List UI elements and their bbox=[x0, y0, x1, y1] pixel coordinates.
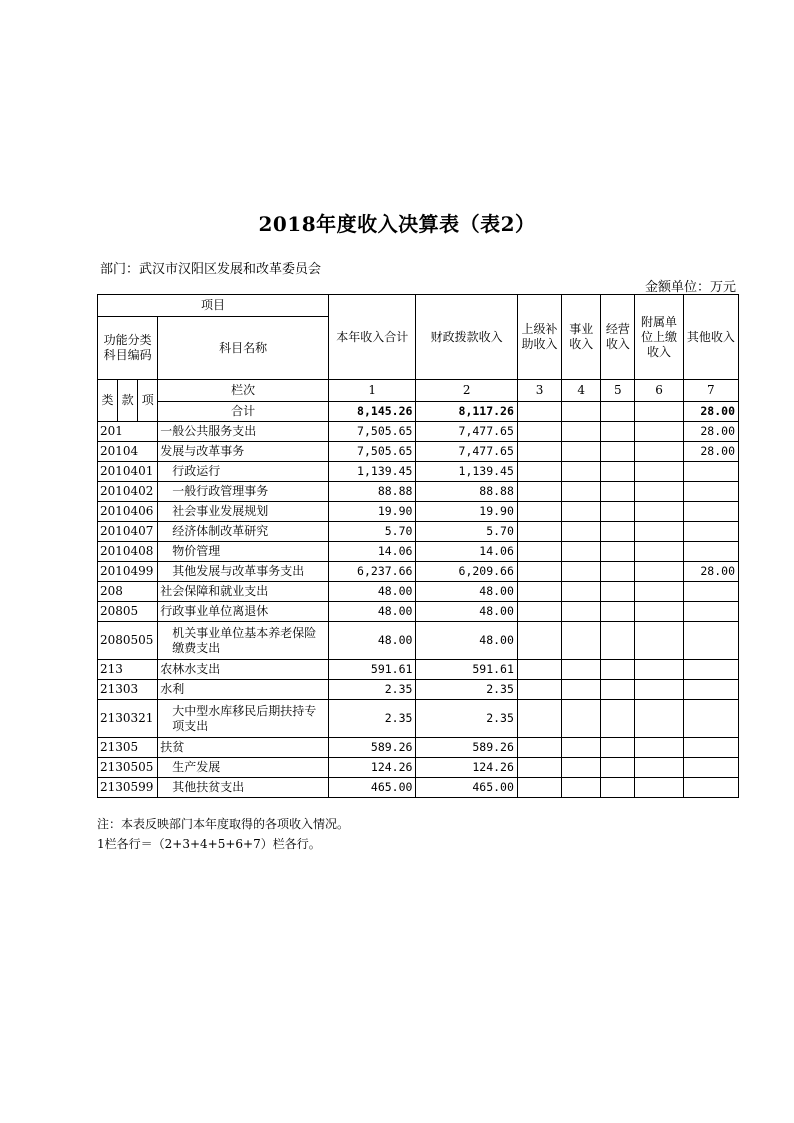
row-other bbox=[683, 482, 738, 502]
row-fiscal: 465.00 bbox=[416, 778, 517, 798]
empty-cell bbox=[601, 502, 635, 522]
empty-cell bbox=[562, 680, 601, 700]
empty-cell bbox=[517, 442, 561, 462]
row-total: 19.90 bbox=[329, 502, 416, 522]
empty-cell bbox=[601, 778, 635, 798]
empty-cell bbox=[635, 738, 683, 758]
row-fiscal: 2.35 bbox=[416, 700, 517, 738]
empty-cell bbox=[562, 442, 601, 462]
row-total: 7,505.65 bbox=[329, 422, 416, 442]
empty-cell bbox=[635, 542, 683, 562]
unit-label: 金额单位：万元 bbox=[644, 280, 736, 295]
row-fiscal: 19.90 bbox=[416, 502, 517, 522]
table-row bbox=[98, 462, 739, 482]
total-sum: 8,145.26 bbox=[329, 402, 416, 422]
row-code: 2130321 bbox=[98, 700, 158, 738]
col-number-5: 5 bbox=[601, 380, 635, 402]
empty-cell bbox=[635, 660, 683, 680]
row-code: 2010499 bbox=[98, 562, 158, 582]
row-fiscal: 48.00 bbox=[416, 622, 517, 660]
row-name: 大中型水库移民后期扶持专项支出 bbox=[158, 700, 329, 738]
empty-cell bbox=[601, 442, 635, 462]
empty-cell bbox=[562, 482, 601, 502]
empty-cell bbox=[601, 602, 635, 622]
empty-cell bbox=[562, 462, 601, 482]
row-code: 2130599 bbox=[98, 778, 158, 798]
empty-cell bbox=[635, 502, 683, 522]
table-row bbox=[98, 542, 739, 562]
row-total: 7,505.65 bbox=[329, 442, 416, 462]
empty-cell bbox=[635, 562, 683, 582]
row-other bbox=[683, 602, 738, 622]
row-code: 213 bbox=[98, 660, 158, 680]
empty-cell bbox=[635, 442, 683, 462]
col-number-3: 3 bbox=[517, 380, 561, 402]
empty-cell bbox=[601, 522, 635, 542]
department-label: 部门：武汉市汉阳区发展和改革委员会 bbox=[100, 262, 322, 277]
row-total: 5.70 bbox=[329, 522, 416, 542]
header-project: 项目 bbox=[98, 295, 329, 317]
empty-cell bbox=[517, 542, 561, 562]
row-other bbox=[683, 738, 738, 758]
row-other: 28.00 bbox=[683, 422, 738, 442]
row-other bbox=[683, 462, 738, 482]
row-other: 28.00 bbox=[683, 442, 738, 462]
empty-cell bbox=[601, 758, 635, 778]
table-row bbox=[98, 738, 739, 758]
col-number-7: 7 bbox=[683, 380, 738, 402]
empty-cell bbox=[517, 562, 561, 582]
col-number-4: 4 bbox=[562, 380, 601, 402]
empty-cell bbox=[601, 738, 635, 758]
empty-cell bbox=[517, 602, 561, 622]
row-name: 农林水支出 bbox=[158, 660, 329, 680]
row-name: 行政事业单位离退休 bbox=[158, 602, 329, 622]
row-name: 行政运行 bbox=[158, 462, 329, 482]
header-col-other: 其他收入 bbox=[683, 295, 738, 380]
row-code: 208 bbox=[98, 582, 158, 602]
empty-cell bbox=[517, 422, 561, 442]
row-name: 一般行政管理事务 bbox=[158, 482, 329, 502]
note-line-1: 注：本表反映部门本年度取得的各项收入情况。 bbox=[97, 817, 350, 831]
table-row bbox=[98, 660, 739, 680]
row-fiscal: 124.26 bbox=[416, 758, 517, 778]
empty-cell bbox=[562, 738, 601, 758]
row-fiscal: 589.26 bbox=[416, 738, 517, 758]
row-other bbox=[683, 502, 738, 522]
row-code: 21305 bbox=[98, 738, 158, 758]
row-total: 2.35 bbox=[329, 700, 416, 738]
header-kuan: 款 bbox=[118, 380, 138, 422]
row-other bbox=[683, 582, 738, 602]
table-row bbox=[98, 442, 739, 462]
empty-cell bbox=[601, 482, 635, 502]
header-lanci: 栏次 bbox=[158, 380, 329, 402]
empty-cell bbox=[562, 562, 601, 582]
row-total: 48.00 bbox=[329, 582, 416, 602]
row-other bbox=[683, 660, 738, 680]
row-total: 591.61 bbox=[329, 660, 416, 680]
row-total: 48.00 bbox=[329, 622, 416, 660]
row-name: 发展与改革事务 bbox=[158, 442, 329, 462]
row-other bbox=[683, 622, 738, 660]
header-lei: 类 bbox=[98, 380, 118, 422]
empty-cell bbox=[562, 502, 601, 522]
row-other bbox=[683, 542, 738, 562]
empty-cell bbox=[601, 700, 635, 738]
row-other bbox=[683, 522, 738, 542]
header-col-business: 事业收入 bbox=[562, 295, 601, 380]
header-col-fiscal: 财政拨款收入 bbox=[416, 295, 517, 380]
table-body bbox=[98, 422, 739, 798]
empty-cell bbox=[517, 462, 561, 482]
row-fiscal: 48.00 bbox=[416, 602, 517, 622]
row-other bbox=[683, 680, 738, 700]
row-fiscal: 6,209.66 bbox=[416, 562, 517, 582]
empty-cell bbox=[635, 462, 683, 482]
header-func-code: 功能分类科目编码 bbox=[98, 317, 158, 380]
col-number-6: 6 bbox=[635, 380, 683, 402]
page-title: 2018年度收入决算表（表2） bbox=[258, 212, 536, 236]
row-other: 28.00 bbox=[683, 562, 738, 582]
row-code: 20104 bbox=[98, 442, 158, 462]
row-fiscal: 1,139.45 bbox=[416, 462, 517, 482]
table-row bbox=[98, 622, 739, 660]
row-name: 社会事业发展规划 bbox=[158, 502, 329, 522]
row-total: 6,237.66 bbox=[329, 562, 416, 582]
row-fiscal: 591.61 bbox=[416, 660, 517, 680]
empty-cell bbox=[635, 758, 683, 778]
note-line-2: 1栏各行＝（2+3+4+5+6+7）栏各行。 bbox=[97, 837, 321, 851]
row-code: 2010401 bbox=[98, 462, 158, 482]
row-fiscal: 48.00 bbox=[416, 582, 517, 602]
empty-cell bbox=[517, 522, 561, 542]
empty-cell bbox=[601, 422, 635, 442]
empty-cell bbox=[601, 462, 635, 482]
empty-cell bbox=[517, 622, 561, 660]
empty-cell bbox=[635, 582, 683, 602]
row-name: 经济体制改革研究 bbox=[158, 522, 329, 542]
total-other: 28.00 bbox=[683, 402, 738, 422]
header-col-operating: 经营收入 bbox=[601, 295, 635, 380]
row-code: 21303 bbox=[98, 680, 158, 700]
row-total: 88.88 bbox=[329, 482, 416, 502]
empty-cell bbox=[601, 542, 635, 562]
row-name: 机关事业单位基本养老保险缴费支出 bbox=[158, 622, 329, 660]
empty-cell bbox=[601, 582, 635, 602]
row-code: 2010402 bbox=[98, 482, 158, 502]
empty-cell bbox=[517, 502, 561, 522]
empty-cell bbox=[635, 422, 683, 442]
row-total: 48.00 bbox=[329, 602, 416, 622]
row-other bbox=[683, 778, 738, 798]
empty-cell bbox=[517, 738, 561, 758]
empty-cell bbox=[635, 680, 683, 700]
empty-cell bbox=[562, 660, 601, 680]
empty-cell bbox=[562, 542, 601, 562]
row-name: 水利 bbox=[158, 680, 329, 700]
empty-cell bbox=[562, 582, 601, 602]
row-code: 201 bbox=[98, 422, 158, 442]
row-fiscal: 88.88 bbox=[416, 482, 517, 502]
table-row bbox=[98, 422, 739, 442]
empty-cell bbox=[562, 522, 601, 542]
table-row bbox=[98, 562, 739, 582]
empty-cell bbox=[562, 700, 601, 738]
row-code: 2080505 bbox=[98, 622, 158, 660]
table-row bbox=[98, 758, 739, 778]
empty-cell bbox=[635, 482, 683, 502]
row-fiscal: 5.70 bbox=[416, 522, 517, 542]
empty-cell bbox=[601, 680, 635, 700]
row-total: 14.06 bbox=[329, 542, 416, 562]
table-row bbox=[98, 482, 739, 502]
header-col-affiliated: 附属单位上缴收入 bbox=[635, 295, 683, 380]
row-fiscal: 2.35 bbox=[416, 680, 517, 700]
empty-cell bbox=[562, 758, 601, 778]
row-fiscal: 7,477.65 bbox=[416, 442, 517, 462]
empty-cell bbox=[517, 680, 561, 700]
table-row bbox=[98, 522, 739, 542]
row-code: 2010408 bbox=[98, 542, 158, 562]
empty-cell bbox=[635, 622, 683, 660]
row-name: 其他扶贫支出 bbox=[158, 778, 329, 798]
row-name: 生产发展 bbox=[158, 758, 329, 778]
empty-cell bbox=[562, 602, 601, 622]
empty-cell bbox=[517, 482, 561, 502]
row-total: 2.35 bbox=[329, 680, 416, 700]
row-total: 124.26 bbox=[329, 758, 416, 778]
table-row bbox=[98, 680, 739, 700]
row-fiscal: 14.06 bbox=[416, 542, 517, 562]
row-total: 1,139.45 bbox=[329, 462, 416, 482]
empty-cell bbox=[517, 758, 561, 778]
row-code: 2010407 bbox=[98, 522, 158, 542]
empty-cell bbox=[635, 778, 683, 798]
header-col-upper: 上级补助收入 bbox=[517, 295, 561, 380]
empty-cell bbox=[601, 660, 635, 680]
total-label: 合计 bbox=[158, 402, 329, 422]
row-name: 物价管理 bbox=[158, 542, 329, 562]
header-xiang: 项 bbox=[138, 380, 158, 422]
row-total: 465.00 bbox=[329, 778, 416, 798]
row-other bbox=[683, 700, 738, 738]
row-name: 其他发展与改革事务支出 bbox=[158, 562, 329, 582]
empty-cell bbox=[517, 582, 561, 602]
header-col-total: 本年收入合计 bbox=[329, 295, 416, 380]
total-fiscal: 8,117.26 bbox=[416, 402, 517, 422]
row-other bbox=[683, 758, 738, 778]
row-name: 社会保障和就业支出 bbox=[158, 582, 329, 602]
empty-cell bbox=[517, 778, 561, 798]
empty-cell bbox=[517, 660, 561, 680]
empty-cell bbox=[601, 562, 635, 582]
row-code: 2130505 bbox=[98, 758, 158, 778]
col-number-2: 2 bbox=[416, 380, 517, 402]
table-row bbox=[98, 700, 739, 738]
table-row bbox=[98, 778, 739, 798]
empty-cell bbox=[562, 622, 601, 660]
table-row bbox=[98, 582, 739, 602]
row-code: 20805 bbox=[98, 602, 158, 622]
row-name: 扶贫 bbox=[158, 738, 329, 758]
table-row bbox=[98, 502, 739, 522]
row-name: 一般公共服务支出 bbox=[158, 422, 329, 442]
empty-cell bbox=[635, 522, 683, 542]
row-total: 589.26 bbox=[329, 738, 416, 758]
col-number-1: 1 bbox=[329, 380, 416, 402]
header-subject-name: 科目名称 bbox=[158, 317, 329, 380]
row-code: 2010406 bbox=[98, 502, 158, 522]
empty-cell bbox=[635, 700, 683, 738]
empty-cell bbox=[562, 422, 601, 442]
income-table bbox=[97, 294, 739, 798]
empty-cell bbox=[635, 602, 683, 622]
row-fiscal: 7,477.65 bbox=[416, 422, 517, 442]
empty-cell bbox=[601, 622, 635, 660]
table-row bbox=[98, 602, 739, 622]
empty-cell bbox=[517, 700, 561, 738]
empty-cell bbox=[562, 778, 601, 798]
